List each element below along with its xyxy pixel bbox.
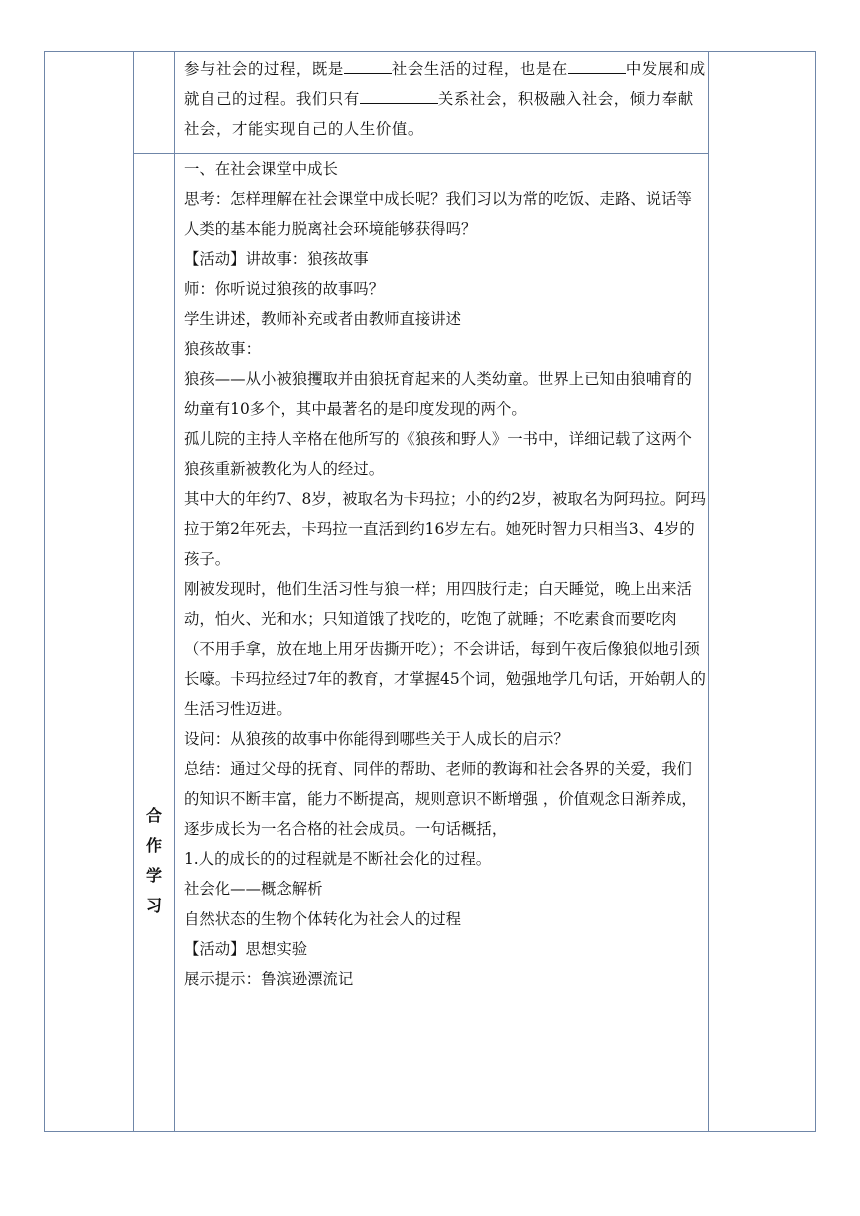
section-label-char: 习 <box>145 896 162 915</box>
paragraph-concept-title: 社会化——概念解析 <box>184 880 323 898</box>
section-label-char: 作 <box>145 836 162 855</box>
top-text-seg1: 参与社会的过程，既是 <box>184 60 344 78</box>
paragraph-prompt: 展示提示：鲁滨逊漂流记 <box>184 970 354 988</box>
paragraph-point-1: 1.人的成长的的过程就是不断社会化的过程。 <box>184 850 492 868</box>
column-divider-1 <box>133 51 134 1132</box>
section-label-char: 合 <box>145 806 162 825</box>
paragraph-student-narration: 学生讲述，教师补充或者由教师直接讲述 <box>184 310 462 328</box>
section-label-cooperative-learning <box>134 801 174 921</box>
fill-blank-2[interactable] <box>568 55 626 74</box>
column-divider-3 <box>708 51 709 1132</box>
paragraph-activity-thought-experiment: 【活动】思想实验 <box>184 940 308 958</box>
paragraph-story-3: 其中大的年约7、8岁，被取名为卡玛拉；小的约2岁，被取名为阿玛拉。阿玛拉于第2年死去，卡玛拉一直活到约16岁左右。她死时智力只相当3、4岁的孩子。 <box>184 490 706 568</box>
top-text-seg4: 关系社会，积极融入社会，倾力奉献社会，才能实现自己的人生价值。 <box>184 90 694 138</box>
paragraph-story-1: 狼孩——从小被狼攫取并由狼抚育起来的人类幼童。世界上已知由狼哺育的幼童有10多个，其中最著名的是印度发现的两个。 <box>184 370 692 418</box>
paragraph-question: 设问：从狼孩的故事中你能得到哪些关于人成长的启示？ <box>184 730 569 748</box>
fill-blank-1[interactable] <box>344 55 392 74</box>
paragraph-concept-definition: 自然状态的生物个体转化为社会人的过程 <box>184 910 462 928</box>
paragraph-summary: 总结：通过父母的抚育、同伴的帮助、老师的教诲和社会各界的关爱，我们的知识不断丰富，能力不断提高，规则意识不断增强 ，价值观念日渐养成，逐步成长为一名合格的社会成员。一句话概括， <box>184 760 697 838</box>
top-cell-text <box>184 54 706 144</box>
paragraph-teacher-question: 师：你听说过狼孩的故事吗？ <box>184 280 385 298</box>
paragraph-story-2: 孤儿院的主持人辛格在他所写的《狼孩和野人》一书中，详细记载了这两个狼孩重新被教化为人的经过。 <box>184 430 692 478</box>
paragraph-story-title: 狼孩故事： <box>184 340 261 358</box>
main-cell-text <box>184 154 706 994</box>
top-text-seg2: 社会生活的过程，也是在 <box>391 60 568 78</box>
paragraph-story-4: 刚被发现时，他们生活习性与狼一样；用四肢行走；白天睡觉，晚上出来活动，怕火、光和水；只知道饿了找吃的，吃饱了就睡；不吃素食而要吃肉（不用手拿，放在地上用牙齿撕开吃）；不会讲话，每到午夜后像狼似地引颈长嚎。卡玛拉经过7年的教育，才掌握45个词，勉强地学几句话，开始朝人的生活习性迈进。 <box>184 580 706 718</box>
table-border-bottom <box>44 1131 816 1132</box>
section-heading: 一、在社会课堂中成长 <box>184 160 338 178</box>
section-label-char: 学 <box>145 866 162 885</box>
paragraph-think: 思考：怎样理解在社会课堂中成长呢？我们习以为常的吃饭、走路、说话等人类的基本能力脱离社会环境能够获得吗？ <box>184 190 692 238</box>
paragraph-activity-story: 【活动】讲故事：狼孩故事 <box>184 250 369 268</box>
top-text-seg3: 中发展和成就自己的过程。我们只有 <box>184 60 706 108</box>
table-border-right <box>815 51 816 1132</box>
column-divider-2 <box>174 51 175 1132</box>
fill-blank-3[interactable] <box>360 85 438 104</box>
table-border-left <box>44 51 45 1132</box>
table-border-top <box>44 51 816 52</box>
lesson-table <box>44 51 816 1132</box>
